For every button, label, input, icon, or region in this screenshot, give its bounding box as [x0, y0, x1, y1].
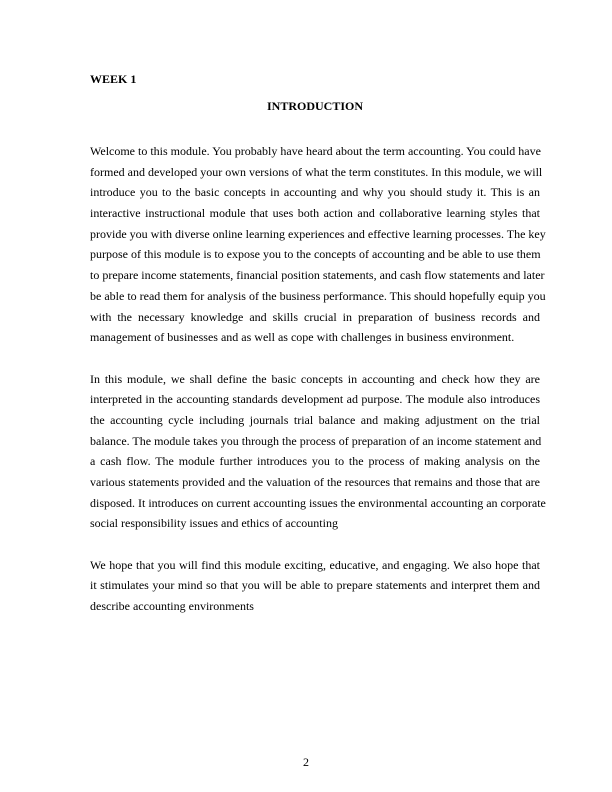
- text-line: the accounting cycle including journals trial balance and making adjustment on the trial: [90, 412, 540, 427]
- paragraph: [90, 369, 546, 535]
- week-heading: WEEK 1: [90, 72, 137, 86]
- text-line: interactive instructional module that uses both action and collaborative learning styles that: [90, 206, 540, 221]
- text-line: We hope that you will find this module exciting, educative, and engaging. We also hope that: [90, 557, 540, 572]
- text-line: Welcome to this module. You probably have heard about the term accounting. You could have: [90, 144, 541, 158]
- text-line: to prepare income statements, financial position statements, and cash flow statements and later: [90, 268, 545, 283]
- text-line: a cash flow. The module further introduces you to the process of making analysis on the: [90, 454, 540, 469]
- page-number: 2: [303, 755, 309, 769]
- text-line: introduce you to the basic concepts in accounting and why you should study it. This is an: [90, 185, 540, 200]
- paragraph: [90, 141, 546, 348]
- text-line: be able to read them for analysis of the business performance. This should hopefully equip you: [90, 288, 546, 303]
- text-line: purpose of this module is to expose you to the concepts of accounting and be able to use them: [90, 247, 541, 262]
- paragraph: [90, 555, 540, 617]
- text-line: balance. The module takes you through the process of preparation of an income statement and: [90, 433, 542, 448]
- text-line: disposed. It introduces on current accounting issues the environmental accounting an corporate: [90, 495, 546, 510]
- text-line: interpreted in the accounting standards development ad purpose. The module also introduces: [90, 392, 540, 407]
- text-line: social responsibility issues and ethics of accounting: [90, 516, 338, 531]
- text-line: various statements provided and the valuation of the resources that remains and those that are: [90, 475, 540, 489]
- text-line: formed and developed your own versions of what the term constitutes. In this module, we will: [90, 164, 543, 179]
- section-title: INTRODUCTION: [266, 99, 363, 113]
- text-line: provide you with diverse online learning experiences and effective learning processes. The key: [90, 226, 546, 241]
- text-line: describe accounting environments: [90, 599, 254, 614]
- text-line: management of businesses and as well as cope with challenges in business environment.: [90, 330, 515, 345]
- text-line: it stimulates your mind so that you will be able to prepare statements and interpret them and: [90, 578, 540, 593]
- text-line: with the necessary knowledge and skills crucial in preparation of business records and: [90, 309, 540, 324]
- text-line: In this module, we shall define the basic concepts in accounting and check how they are: [90, 371, 540, 386]
- body-text: [90, 141, 546, 638]
